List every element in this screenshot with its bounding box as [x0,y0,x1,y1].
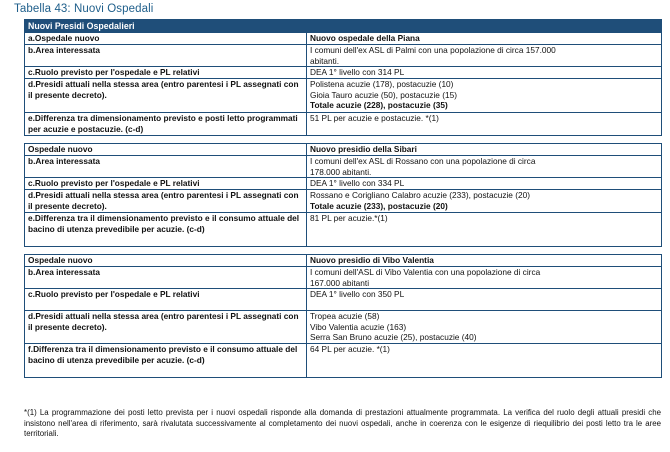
table-row [25,213,662,247]
value-line: 81 PL per acuzie.*(1) [310,213,388,224]
row-value [307,45,662,67]
row-value [307,67,662,79]
value-line: 64 PL per acuzie. *(1) [310,344,390,355]
value-line: Rossano e Corigliano Calabro acuzie (233), postacuzie (20) [310,190,530,201]
table-row [25,113,662,136]
row-label: c.Ruolo previsto per l'ospedale e PL relativi [25,67,307,79]
table-row [25,255,662,267]
table-row [25,45,662,67]
row-label: c.Ruolo previsto per l'ospedale e PL relativi [25,178,307,190]
table-row [25,156,662,178]
row-label: d.Presidi attuali nella stessa area (entro parentesi i PL assegnati con il presente decreto). [25,311,307,344]
table-header-row [25,20,662,33]
row-value [307,178,662,190]
value-line: 51 PL per acuzie e postacuzie. *(1) [310,113,439,124]
table-row [25,79,662,113]
footnote: *(1) La programmazione dei posti letto prevista per i nuovi ospedali risponde alla domanda di prestazioni attualmente programmata. La verifica del ruolo degli attuali presidi che insistono nell'area di riferimento, sarà rivalutata successivamente al completamento dei nuovi ospedali, anche in coerenza con le esigenze di riequilibrio dei posti letto tra le aree territoriali. [24,408,661,439]
row-value [307,79,662,113]
value-line: Polistena acuzie (178), postacuzie (10) [310,79,454,90]
table-row [25,67,662,79]
row-value [307,255,662,267]
value-line: Serra San Bruno acuzie (25), postacuzie (40) [310,332,477,343]
value-line: DEA 1° livello con 334 PL [310,178,405,189]
value-line: DEA 1° livello con 314 PL [310,67,405,78]
row-label: e.Differenza tra dimensionamento previsto e posti letto programmati per acuzie e postacuzie. (c-d) [25,113,307,136]
row-label: b.Area interessata [25,156,307,178]
value-line: DEA 1° livello con 350 PL [310,289,405,300]
row-label: b.Area interessata [25,45,307,67]
table-row [25,33,662,45]
total-line: Totale acuzie (228), postacuzie (35) [310,100,448,111]
row-value [307,156,662,178]
row-label: d.Presidi attuali nella stessa area (entro parentesi i PL assegnati con il presente decreto). [25,190,307,213]
row-value [307,113,662,136]
row-value [307,144,662,156]
row-label: a.Ospedale nuovo [25,33,307,45]
row-value [307,213,662,247]
table-row [25,289,662,311]
row-value [307,33,662,45]
row-value [307,190,662,213]
value-line: I comuni dell'ex ASL di Palmi con una popolazione di circa 157.000 [310,45,556,56]
row-label: d.Presidi attuali nella stessa area (entro parentesi i PL assegnati con il presente decreto). [25,79,307,113]
row-label: b.Area interessata [25,267,307,289]
table-row [25,311,662,344]
section-spacer [25,136,662,144]
row-label: Ospedale nuovo [25,255,307,267]
row-label: Ospedale nuovo [25,144,307,156]
row-value [307,289,662,311]
value-line: abitanti. [310,55,340,66]
table-caption: Tabella 43: Nuovi Ospedali [14,3,154,15]
row-label: c.Ruolo previsto per l'ospedale e PL relativi [25,289,307,311]
value-line: Nuovo presidio della Sibari [310,144,417,155]
value-line: Vibo Valentia acuzie (163) [310,321,407,332]
table-header: Nuovi Presidi Ospedalieri [25,20,662,33]
section-spacer-cell [25,136,662,144]
table-row [25,190,662,213]
row-label: f.Differenza tra il dimensionamento previsto e il consumo attuale del bacino di utenza prevedibile per acuzie. (c-d) [25,344,307,378]
value-line: Nuovo ospedale della Piana [310,33,420,44]
value-line: I comuni dell'ASL di Vibo Valentia con una popolazione di circa [310,267,541,278]
hospitals-table [24,19,661,378]
value-line: I comuni dell'ex ASL di Rossano con una popolazione di circa [310,156,536,167]
table-row [25,267,662,289]
section-spacer [25,247,662,255]
row-label: e.Differenza tra il dimensionamento previsto e il consumo attuale del bacino di utenza prevedibile per acuzie. (c-d) [25,213,307,247]
row-value [307,344,662,378]
section-spacer-cell [25,247,662,255]
row-value [307,267,662,289]
row-value [307,311,662,344]
table-row [25,178,662,190]
value-line: Tropea acuzie (58) [310,311,380,322]
value-line: 167.000 abitanti [310,277,370,288]
value-line: Gioia Tauro acuzie (50), postacuzie (15) [310,89,457,100]
value-line: Nuovo presidio di Vibo Valentia [310,255,434,266]
value-line: 178.000 abitanti. [310,166,372,177]
table-row [25,144,662,156]
total-line: Totale acuzie (233), postacuzie (20) [310,200,448,211]
table-row [25,344,662,378]
